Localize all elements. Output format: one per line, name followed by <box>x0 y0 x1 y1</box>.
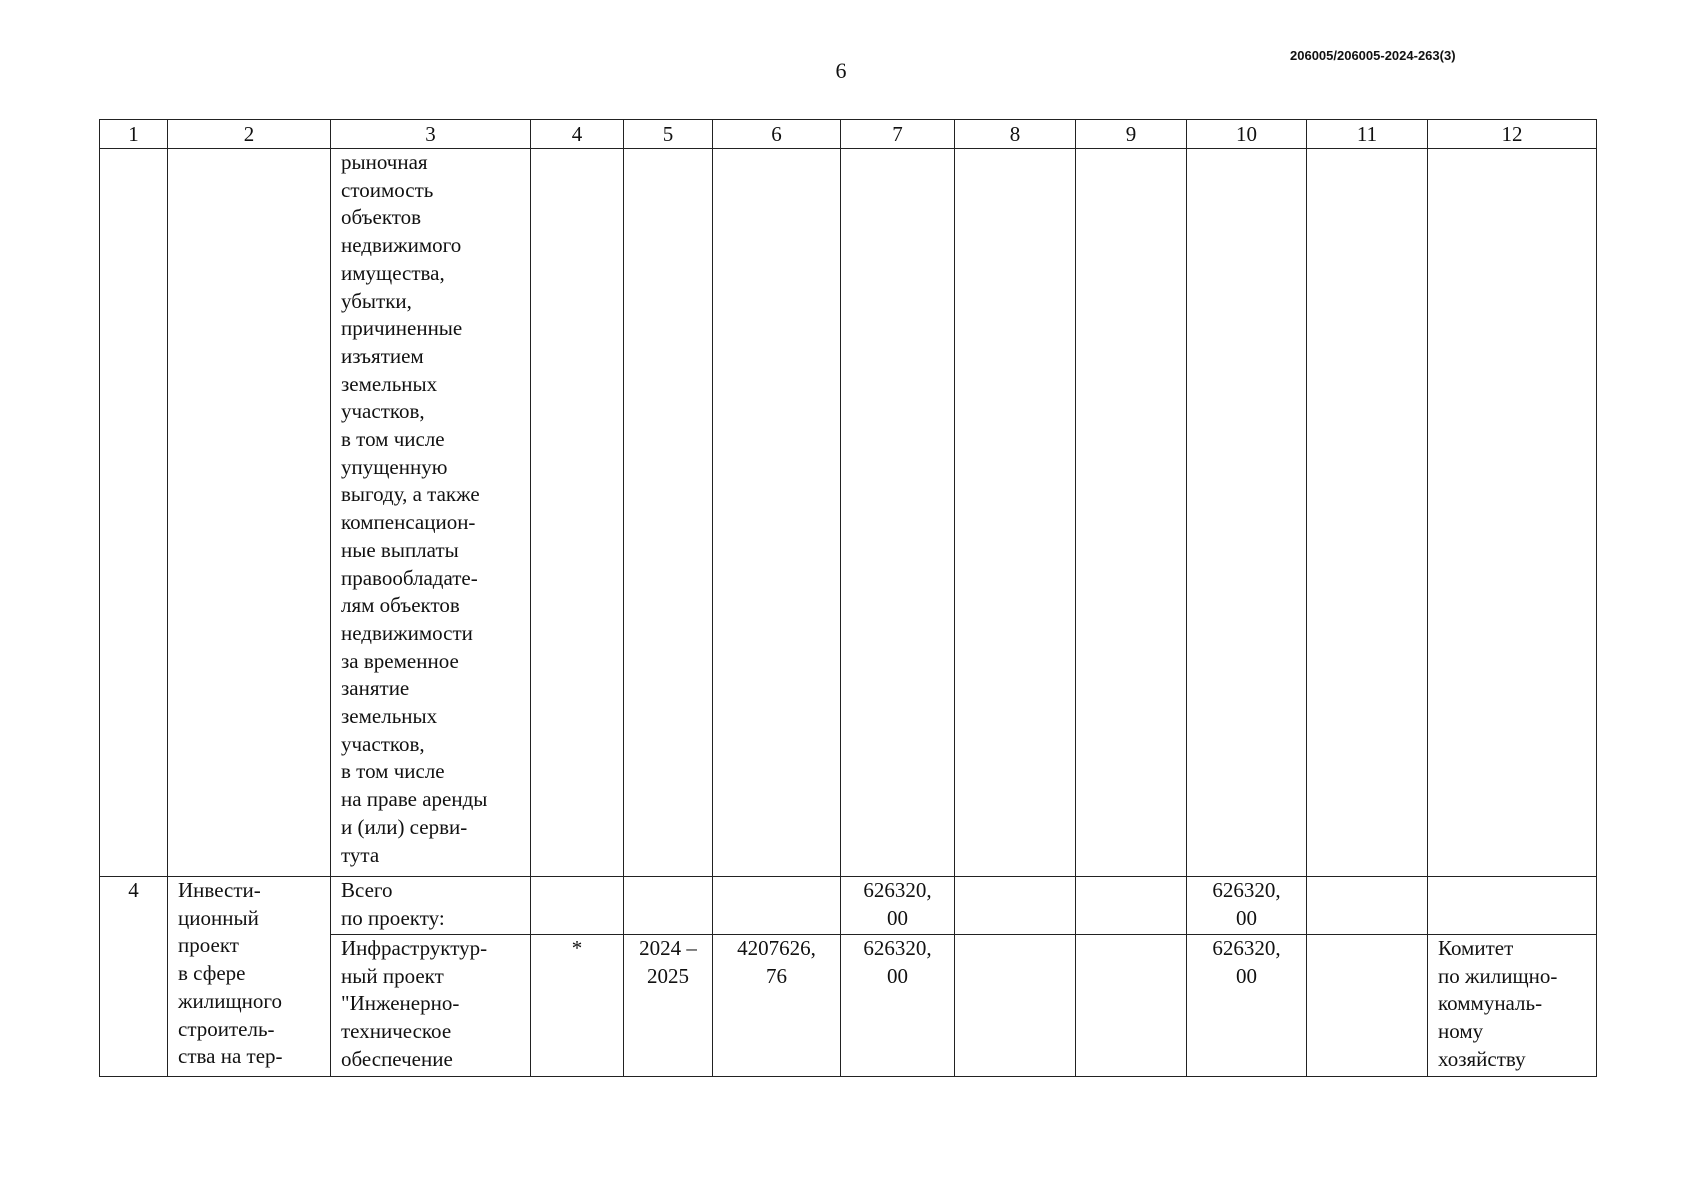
column-number: 10 <box>1187 120 1307 149</box>
table-cell-mark: * <box>531 935 624 1077</box>
table-cell <box>1187 149 1307 877</box>
table-cell <box>1307 877 1428 935</box>
table-cell-amount: 626320, 00 <box>841 877 955 935</box>
table-cell-description: Всего по проекту: <box>331 877 531 935</box>
table-cell <box>1307 149 1428 877</box>
column-number: 7 <box>841 120 955 149</box>
table-cell <box>168 149 331 877</box>
column-number: 5 <box>624 120 713 149</box>
table-cell <box>624 149 713 877</box>
column-number: 12 <box>1428 120 1597 149</box>
table-cell <box>1307 935 1428 1077</box>
table-row-total <box>100 877 1597 935</box>
column-number: 9 <box>1076 120 1187 149</box>
table-cell <box>1428 149 1597 877</box>
table-cell-amount: 626320, 00 <box>1187 877 1307 935</box>
page-number: 6 <box>835 58 847 83</box>
table-cell <box>1076 935 1187 1077</box>
column-number-row <box>100 120 1597 149</box>
table-cell <box>841 149 955 877</box>
table-cell-project-name: Инвести- ционный проект в сфере жилищного строитель- ства на тер- <box>168 877 331 1077</box>
document-id: 206005/206005-2024-263(3) <box>1290 48 1456 63</box>
column-number: 4 <box>531 120 624 149</box>
column-number: 11 <box>1307 120 1428 149</box>
table-cell-row-number: 4 <box>100 877 168 1077</box>
table-cell-period: 2024 – 2025 <box>624 935 713 1077</box>
table-cell-description: Инфраструктур- ный проект "Инженерно- техническое обеспечение <box>331 935 531 1077</box>
column-number: 3 <box>331 120 531 149</box>
table-cell-responsible: Комитет по жилищно- коммуналь- ному хозяйству <box>1428 935 1597 1077</box>
table-cell-amount: 626320, 00 <box>1187 935 1307 1077</box>
table-cell <box>955 877 1076 935</box>
table-row-continuation <box>100 149 1597 877</box>
column-number: 2 <box>168 120 331 149</box>
table-cell <box>955 149 1076 877</box>
table-cell <box>1076 877 1187 935</box>
table-cell <box>1076 149 1187 877</box>
table-cell <box>531 877 624 935</box>
table-cell <box>624 877 713 935</box>
table-cell <box>1428 877 1597 935</box>
table-cell-amount: 626320, 00 <box>841 935 955 1077</box>
data-table <box>99 119 1597 1077</box>
table-cell <box>531 149 624 877</box>
table-cell <box>713 877 841 935</box>
table-cell <box>100 149 168 877</box>
table-cell <box>713 149 841 877</box>
column-number: 8 <box>955 120 1076 149</box>
column-number: 6 <box>713 120 841 149</box>
table-cell-description: рыночная стоимость объектов недвижимого имущества, убытки, причиненные изъятием земельных участков, в том числе упущенную выгоду, а также компенсацион- ные выплаты правообладате- лям объектов недвижимости за временное занятие земельных участков, в том числе на праве аренды и (или) серви- тута <box>331 149 531 877</box>
table-cell-amount: 4207626, 76 <box>713 935 841 1077</box>
table-cell <box>955 935 1076 1077</box>
column-number: 1 <box>100 120 168 149</box>
